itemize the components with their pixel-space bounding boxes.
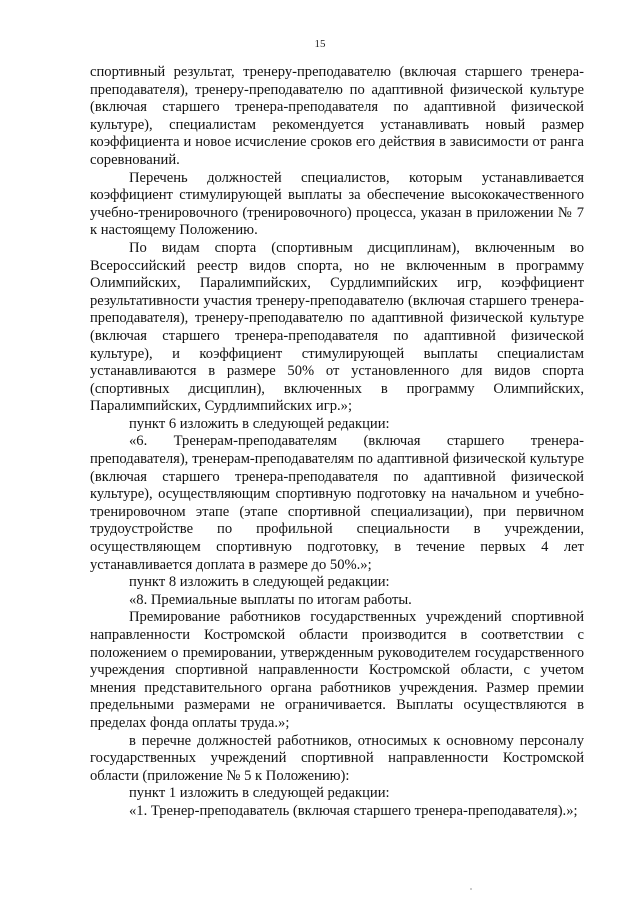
paragraph-11: «1. Тренер-преподаватель (включая старшего тренера-преподавателя).»; bbox=[129, 802, 578, 819]
page-number: 15 bbox=[314, 38, 326, 50]
paragraph-5: «6. Тренерам-преподавателям (включая старшего тренера-преподавателя), тренерам-преподавателям по адаптивной физической культуре (включая старшего тренера-преподавателя по адаптивной физической культуре), осуществляющим спортивную подготовку на начальном и учебно-тренировочном этапе (этапе спортивной специализации), при первичном трудоустройстве по профильной специальности в учреждении, осуществляющем спортивную подготовку, в течение первых 4 лет устанавливается доплата в размере до 50%.»; bbox=[90, 433, 584, 573]
scan-artifact bbox=[470, 888, 472, 890]
paragraph-7: «8. Премиальные выплаты по итогам работы. bbox=[129, 591, 412, 608]
paragraph-9: в перечне должностей работников, относимых к основному персоналу государственных учреждений спортивной направленности Костромской области (приложение № 5 к Положению): bbox=[90, 732, 584, 784]
paragraph-4: пункт 6 изложить в следующей редакции: bbox=[129, 415, 390, 432]
paragraph-10: пункт 1 изложить в следующей редакции: bbox=[129, 785, 390, 802]
paragraph-6: пункт 8 изложить в следующей редакции: bbox=[129, 574, 390, 591]
paragraph-2: Перечень должностей специалистов, которым устанавливается коэффициент стимулирующей выплаты за обеспечение высококачественного учебно-тренировочного (тренировочного) процесса, указан в приложении № 7 к настоящему Положению. bbox=[90, 169, 584, 239]
paragraph-8: Премирование работников государственных учреждений спортивной направленности Костромской области производится в соответствии с положением о премировании, утвержденным руководителем государственного учреждения спортивной направленности Костромской области, с учетом мнения представительного органа работников учреждения. Размер премии предельными размерами не ограничивается. Выплаты осуществляются в пределах фонда оплаты труда.»; bbox=[90, 609, 584, 731]
paragraph-3: По видам спорта (спортивным дисциплинам), включенным во Всероссийский реестр видов спорта, но не включенным в программу Олимпийских, Паралимпийских, Сурдлимпийских игр, коэффициент результативности участия тренеру-преподавателю (включая старшего тренера-преподавателя), тренеру-преподавателю по адаптивной физической культуре (включая старшего тренера-преподавателя по адаптивной физической культуре), и коэффициент стимулирующей выплаты специалистам устанавливаются в размере 50% от установленного для видов спорта (спортивных дисциплин), включенных в программу Олимпийских, Паралимпийских, Сурдлимпийских игр.»; bbox=[90, 239, 584, 415]
document-body bbox=[90, 64, 584, 821]
paragraph-1: спортивный результат, тренеру-преподавателю (включая старшего тренера-преподавателя), тренеру-преподавателю по адаптивной физической культуре (включая старшего тренера-преподавателя по адаптивной физической культуре), специалистам рекомендуется устанавливать новый размер коэффициента и новое исчисление сроков его действия в зависимости от ранга соревнований. bbox=[90, 64, 584, 168]
